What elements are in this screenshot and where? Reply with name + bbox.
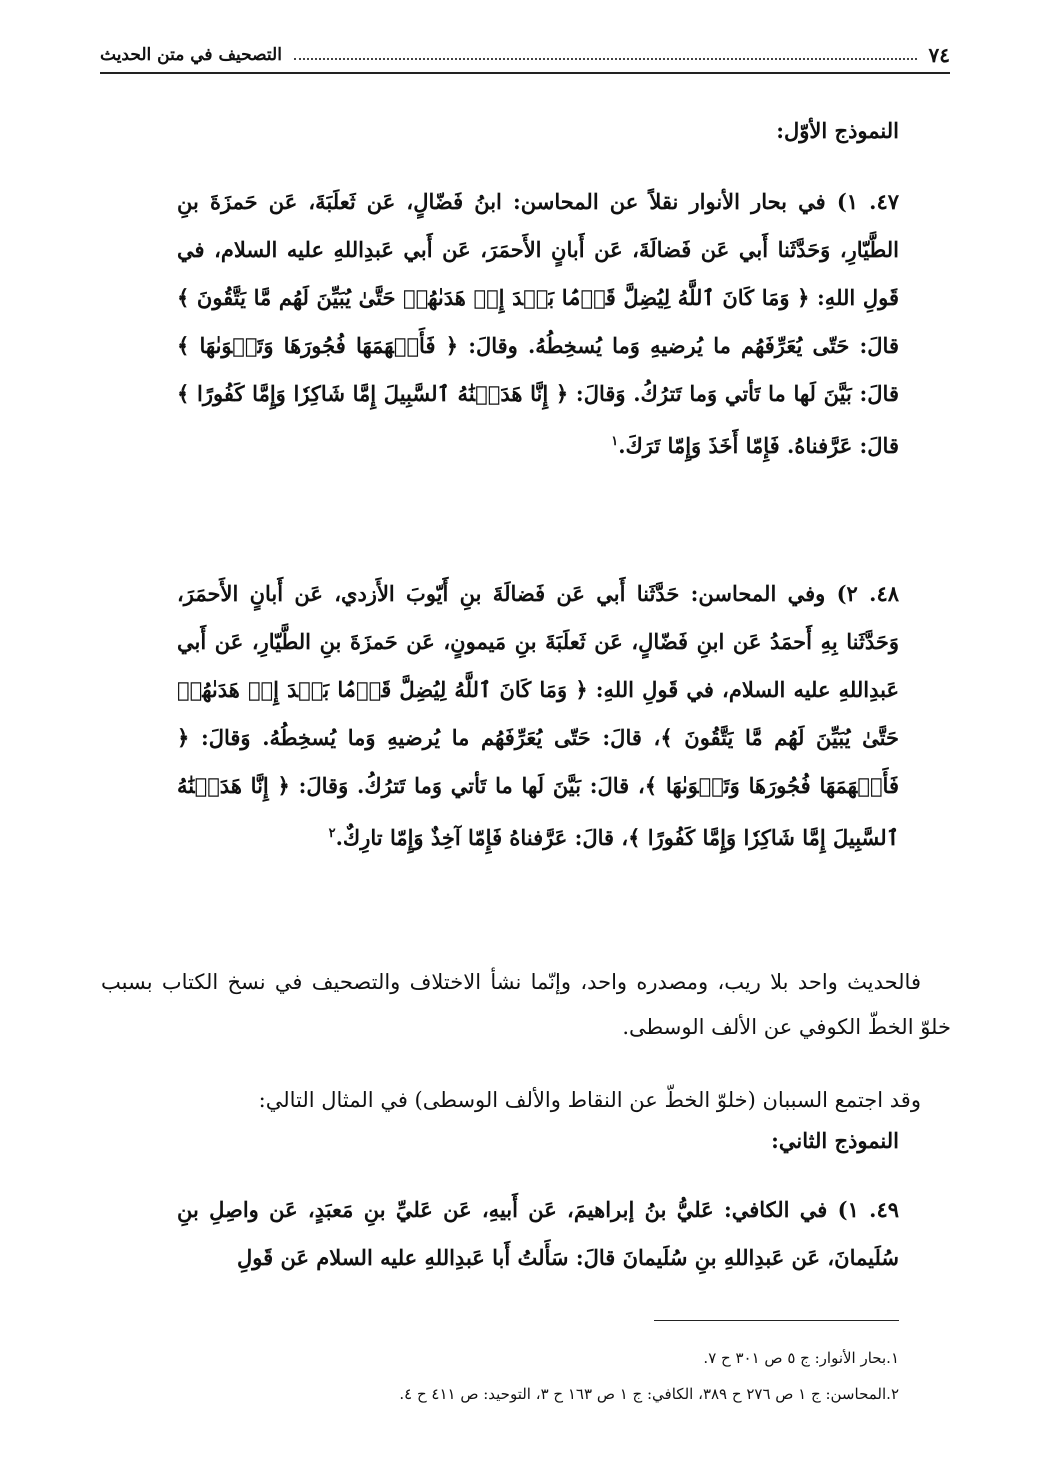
hadith-number: ٤٨. ٢)	[836, 581, 899, 606]
hadith-48	[177, 570, 899, 862]
footnote-marker: ١	[611, 434, 619, 449]
header-rule	[100, 72, 950, 74]
running-header	[100, 40, 950, 70]
body-paragraph: فالحديث واحد بلا ريب، ومصدره واحد، وإنّما نشأ الاختلاف والتصحيف في نسخ الكتاب بسبب خلوّ الخطّ الكوفي عن الألف الوسطى.	[101, 970, 951, 1039]
footnote-rule	[654, 1320, 899, 1321]
page-number: ٧٤	[928, 43, 950, 67]
section-heading-first-model: النموذج الأوّل:	[776, 118, 899, 143]
header-dot-leader	[294, 58, 917, 60]
hadith-47	[177, 178, 899, 470]
hadith-49	[177, 1186, 899, 1282]
section-heading-second-model: النموذج الثاني:	[771, 1128, 899, 1153]
hadith-number: ٤٧. ١)	[836, 189, 900, 214]
footnote: ٢.المحاسن: ج ١ ص ٢٧٦ ح ٣٨٩، الكافي: ج ١ ص ١٦٣ ح ٣، التوحيد: ص ٤١١ ح ٤.	[399, 1385, 899, 1403]
hadith-text: في الكافي: عَليُّ بنُ إبراهيمَ، عَن أَبيهِ، عَن عَليِّ بنِ مَعبَدٍ، عَن واصِلِ بنِ سُلَيمانَ، عَن عَبدِاللهِ بنِ سُلَيمانَ قالَ: سَأَلتُ أَبا عَبدِاللهِ عليه السلام عَن قَولِ	[177, 1197, 899, 1270]
hadith-number: ٤٩. ١)	[837, 1197, 900, 1222]
hadith-text: في بحار الأنوار نقلاً عن المحاسن: ابنُ فَضّالٍ، عَن ثَعلَبَةَ، عَن حَمزَةَ بنِ الطَّيّارِ، وَحَدَّثَنا أَبي عَن فَضالَةَ، عَن أَبانٍ الأَحمَرَ، عَن أَبي عَبدِاللهِ عليه السلام، في قَولِ اللهِ: ﴿ وَمَا كَانَ ٱللَّهُ لِيُضِلَّ قَوۡمَۢا بَعۡدَ إِذۡ هَدَىٰهُمۡ حَتَّىٰ يُبَيِّنَ لَهُم مَّا يَتَّقُونَ ﴾ قالَ: حَتّى يُعَرِّفَهُم ما يُرضيهِ وَما يُسخِطُهُ. وقالَ: ﴿ فَأَلۡهَمَهَا فُجُورَهَا وَتَقۡوَىٰهَا ﴾ قالَ: بَيَّنَ لَها ما تَأتي وَما تَترُكُ. وَقالَ: ﴿ إِنَّا هَدَيۡنَٰهُ ٱلسَّبِيلَ إِمَّا شَاكِرٗا وَإِمَّا كَفُورًا ﴾ قالَ: عَرَّفناهُ. فَإِمّا أَخَذَ وَإِمّا تَرَكَ.	[177, 189, 899, 458]
hadith-text: وفي المحاسن: حَدَّثَنا أَبي عَن فَضالَةَ بنِ أَيّوبَ الأَزدي، عَن أَبانٍ الأَحمَرَ، وَحَدَّثَنا بِهِ أَحمَدُ عَن ابنِ فَضّالٍ، عَن ثَعلَبَةَ بنِ مَيمونٍ، عَن حَمزَةَ بنِ الطَّيّارِ، عَن أَبي عَبدِاللهِ عليه السلام، في قَولِ اللهِ: ﴿ وَمَا كَانَ ٱللَّهُ لِيُضِلَّ قَوۡمَۢا بَعۡدَ إِذۡ هَدَىٰهُمۡ حَتَّىٰ يُبَيِّنَ لَهُم مَّا يَتَّقُونَ ﴾، قالَ: حَتّى يُعَرِّفَهُم ما يُرضيهِ وَما يُسخِطُهُ. وَقالَ: ﴿ فَأَلۡهَمَهَا فُجُورَهَا وَتَقۡوَىٰهَا ﴾، قالَ: بَيَّنَ لَها ما تَأتي وَما تَترُكُ. وَقالَ: ﴿ إِنَّا هَدَيۡنَٰهُ ٱلسَّبِيلَ إِمَّا شَاكِرٗا وَإِمَّا كَفُورًا ﴾، قالَ: عَرَّفناهُ فَإِمّا آخِذٌ وَإِمّا تارِكٌ.	[177, 581, 899, 850]
footnote-marker: ٢	[328, 826, 336, 841]
footnote: ١.بحار الأنوار: ج ٥ ص ٣٠١ ح ٧.	[703, 1349, 899, 1367]
body-paragraph: وقد اجتمع السببان (خلوّ الخطّ عن النقاط والألف الوسطى) في المثال التالي:	[258, 1088, 921, 1112]
running-title: التصحيف في متن الحديث	[100, 45, 282, 65]
